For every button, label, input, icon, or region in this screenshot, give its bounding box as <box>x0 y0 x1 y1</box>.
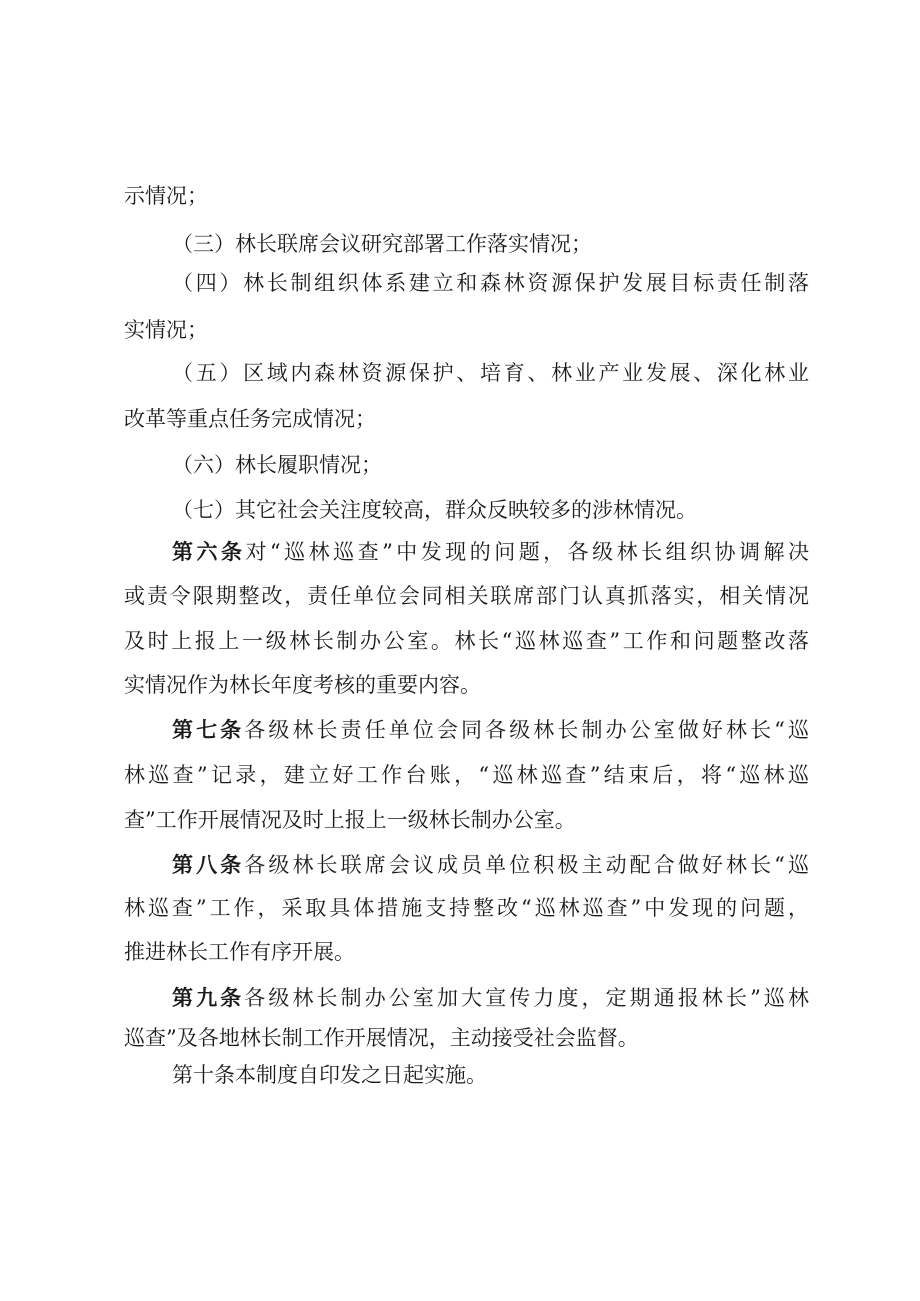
article-6-text: 对“巡林巡查”中发现的问题，各级林长组织协调解决 <box>245 540 809 564</box>
article-7-line-3: 查”工作开展情况及时上报上一级林长制办公室。 <box>124 808 576 832</box>
item-5-line-2: 改革等重点任务完成情况； <box>124 407 376 431</box>
article-7-line-1 <box>172 715 809 745</box>
article-6-line-4: 实情况作为林长年度考核的重要内容。 <box>124 673 481 697</box>
article-6-line-1 <box>172 537 809 567</box>
article-7-text: 各级林长责任单位会同各级林长制办公室做好林长“巡 <box>244 718 810 742</box>
article-7-line-2: 林巡查”记录，建立好工作台账，“巡林巡查”结束后，将“巡林巡 <box>124 763 809 787</box>
article-8-line-2: 林巡查”工作，采取具体措施支持整改“巡林巡查”中发现的问题， <box>124 896 809 920</box>
article-7-label: 第七条 <box>172 717 245 742</box>
article-8-line-3: 推进林长工作有序开展。 <box>124 940 355 964</box>
article-9-line-2: 巡查”及各地林长制工作开展情况，主动接受社会监督。 <box>124 1026 639 1050</box>
article-8-text: 各级林长联席会议成员单位积极主动配合做好林长“巡 <box>244 853 810 877</box>
article-6-line-2: 或责令限期整改，责任单位会同相关联席部门认真抓落实，相关情况 <box>124 584 809 608</box>
item-6: （六）林长履职情况； <box>172 453 382 477</box>
item-3: （三）林长联席会议研究部署工作落实情况； <box>172 232 592 256</box>
item-5-line-1: （五）区域内森林资源保护、培育、林业产业发展、深化林业 <box>172 361 809 385</box>
article-6-line-3: 及时上报上一级林长制办公室。林长“巡林巡查”工作和问题整改落 <box>124 629 809 653</box>
article-9-text: 各级林长制办公室加大宣传力度，定期通报林长”巡林 <box>244 986 810 1010</box>
article-8-line-1 <box>172 850 809 880</box>
item-2-continuation: 示情况； <box>124 184 208 208</box>
article-8-label: 第八条 <box>172 852 245 877</box>
article-9-label: 第九条 <box>172 985 245 1010</box>
article-9-line-1 <box>172 983 809 1013</box>
item-7: （七）其它社会关注度较高，群众反映较多的涉林情况。 <box>172 498 697 522</box>
article-10: 第十条本制度自印发之日起实施。 <box>172 1063 487 1087</box>
article-6-label: 第六条 <box>172 539 246 564</box>
item-4-line-2: 实情况； <box>124 318 208 342</box>
item-4-line-1: （四）林长制组织体系建立和森林资源保护发展目标责任制落 <box>172 271 809 295</box>
